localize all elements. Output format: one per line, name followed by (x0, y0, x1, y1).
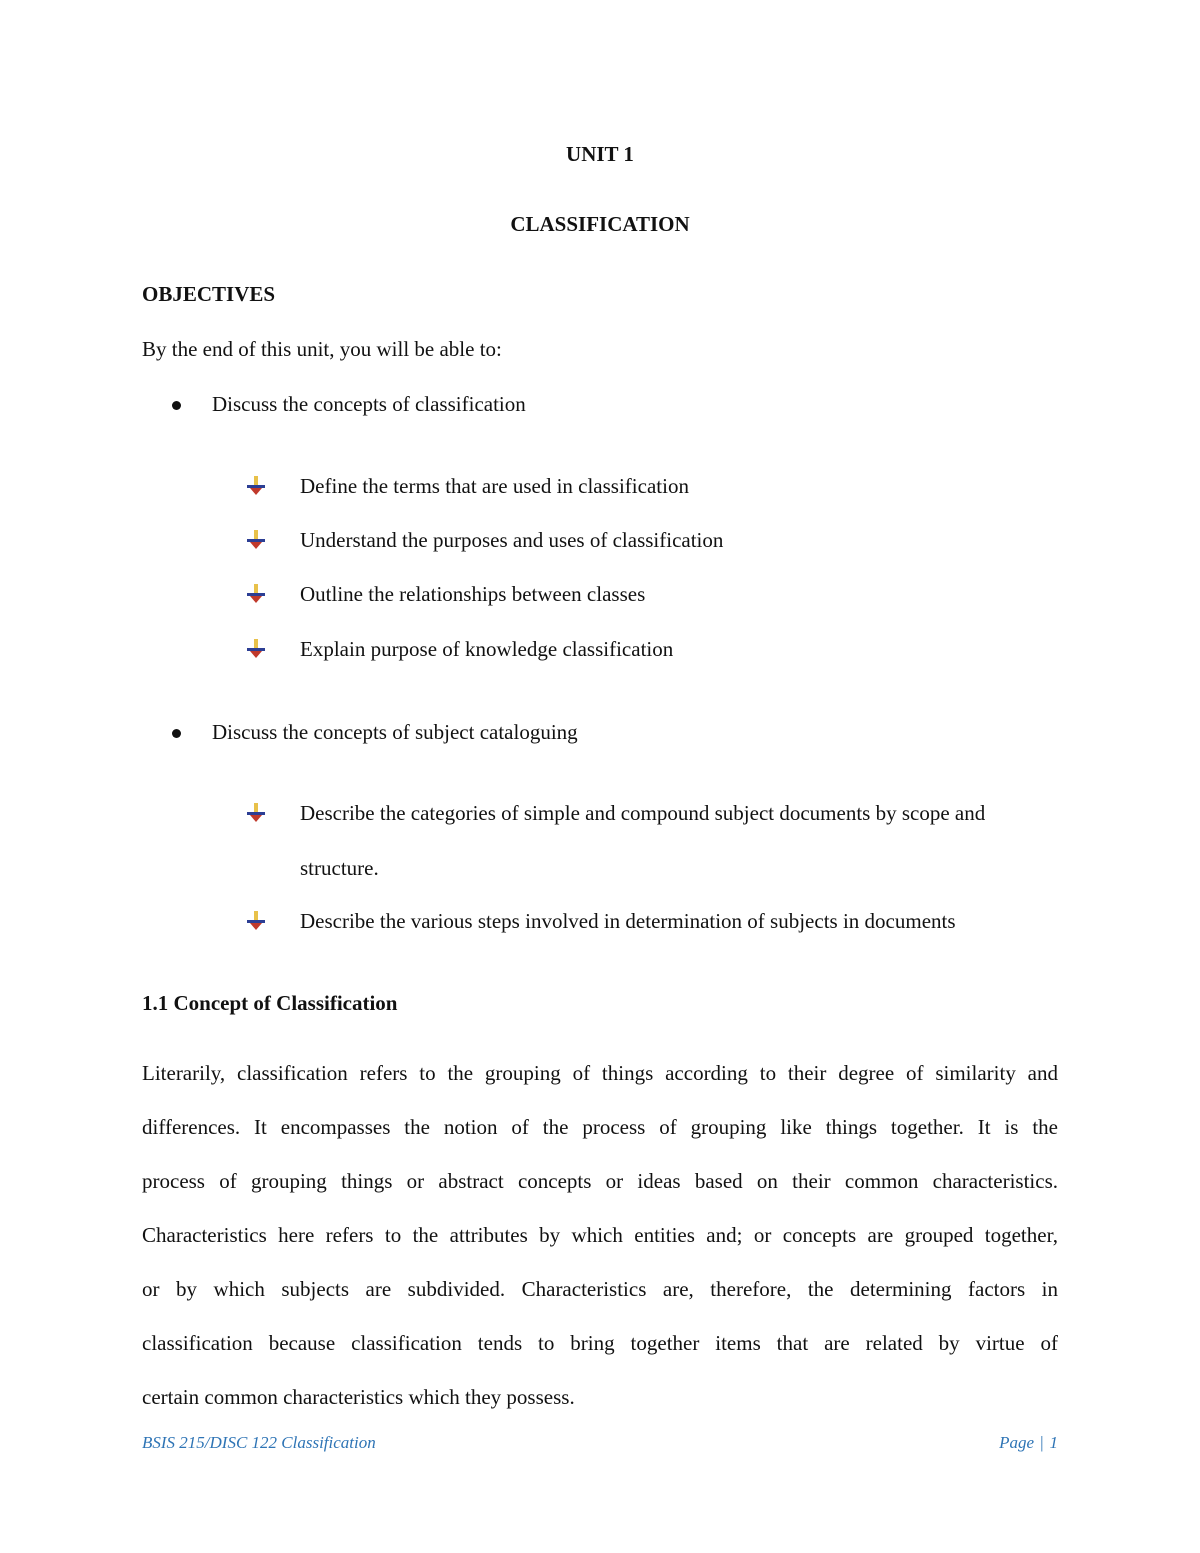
bullet-dot-icon (172, 729, 181, 738)
section-heading: 1.1 Concept of Classification (142, 991, 398, 1015)
bullet-dot-icon (172, 401, 181, 410)
arrow-down-bullet-icon (246, 911, 266, 931)
footer-separator: | (1040, 1433, 1044, 1452)
paragraph-line: Characteristics here refers to the attributes by which entities and; or concepts are grouped together, (142, 1223, 1058, 1247)
paragraph-line: certain common characteristics which they possess. (142, 1385, 575, 1409)
objectives-heading: OBJECTIVES (142, 282, 276, 306)
arrow-down-bullet-icon (246, 476, 266, 496)
paragraph-line: differences. It encompasses the notion of the process of grouping like things together. It is the (142, 1115, 1058, 1139)
footer-page (999, 1433, 1058, 1453)
arrow-down-bullet-icon (246, 584, 266, 604)
objective-subitem-text: Explain purpose of knowledge classification (300, 637, 674, 661)
objective-subitem-text: Describe the various steps involved in determination of subjects in documents (300, 909, 956, 933)
footer-page-number: 1 (1049, 1433, 1058, 1452)
objective-bullet-text: Discuss the concepts of subject cataloguing (212, 720, 578, 744)
arrow-down-bullet-icon (246, 803, 266, 823)
paragraph-line: or by which subjects are subdivided. Characteristics are, therefore, the determining factors in (142, 1277, 1058, 1301)
objective-subitem-text: Outline the relationships between classes (300, 582, 646, 606)
paragraph-line: Literarily, classification refers to the grouping of things according to their degree of similarity and (142, 1061, 1058, 1085)
footer-page-label: Page (999, 1433, 1035, 1452)
objective-bullet-text: Discuss the concepts of classification (212, 392, 526, 416)
objective-subitem-text: structure. (300, 856, 379, 880)
arrow-down-bullet-icon (246, 639, 266, 659)
paragraph-line: process of grouping things or abstract concepts or ideas based on their common characteristics. (142, 1169, 1058, 1193)
objective-subitem-text: Describe the categories of simple and compound subject documents by scope and (300, 801, 986, 825)
paragraph-line: classification because classification tends to bring together items that are related by virtue of (142, 1331, 1058, 1355)
footer-course: BSIS 215/DISC 122 Classification (142, 1433, 376, 1452)
objectives-intro: By the end of this unit, you will be able to: (142, 337, 502, 361)
arrow-down-bullet-icon (246, 530, 266, 550)
objective-subitem-text: Understand the purposes and uses of classification (300, 528, 724, 552)
page-title: CLASSIFICATION (510, 212, 690, 236)
unit-label: UNIT 1 (566, 142, 634, 166)
objective-subitem-text: Define the terms that are used in classification (300, 474, 689, 498)
